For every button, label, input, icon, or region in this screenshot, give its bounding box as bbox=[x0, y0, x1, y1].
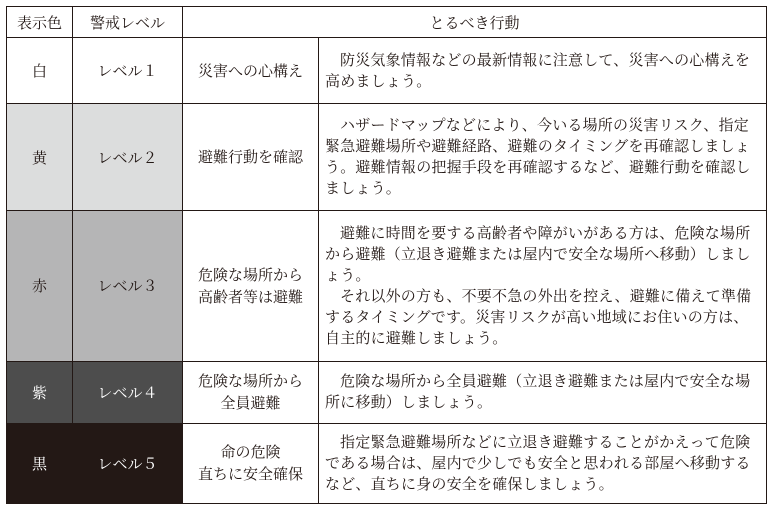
summary-cell bbox=[183, 38, 319, 104]
summary-text: 危険な場所から 高齢者等は避難 bbox=[197, 265, 303, 306]
action-cell bbox=[319, 210, 767, 361]
header-row bbox=[7, 7, 767, 38]
level-cell: レベル４ bbox=[73, 361, 183, 423]
summary-cell bbox=[183, 210, 319, 361]
action-text: 避難に時間を要する高齢者や障がいがある方は、危険な場所から避難（立退き避難または屋内で安全な場所へ移動）しましょう。 bbox=[325, 223, 751, 284]
header-action: とるべき行動 bbox=[183, 7, 767, 38]
level-cell: レベル３ bbox=[73, 210, 183, 361]
header-color: 表示色 bbox=[7, 7, 73, 38]
level-cell: レベル５ bbox=[73, 423, 183, 503]
alert-level-table bbox=[6, 6, 767, 504]
level-cell: レベル２ bbox=[73, 104, 183, 211]
summary-cell bbox=[183, 361, 319, 423]
color-cell: 白 bbox=[7, 38, 73, 104]
action-cell bbox=[319, 361, 767, 423]
action-text: 指定緊急避難場所などに立退き避難することがかえって危険である場合は、屋内で少しでも安全と思われる部屋へ移動するなど、直ちに身の安全を確保しましょう。 bbox=[325, 432, 751, 493]
header-level: 警戒レベル bbox=[73, 7, 183, 38]
action-text: 防災気象情報などの最新情報に注意して、災害への心構えを高めましょう。 bbox=[325, 50, 751, 90]
action-text: 危険な場所から全員避難（立退き避難または屋内で安全な場所に移動）しましょう。 bbox=[325, 372, 751, 412]
table-row bbox=[7, 361, 767, 423]
color-cell: 黒 bbox=[7, 423, 73, 503]
summary-text: 災害への心構え bbox=[197, 61, 303, 80]
summary-cell bbox=[183, 423, 319, 503]
action-text: それ以外の方も、不要不急の外出を控え、避難に備えて準備するタイミングです。災害リスクが高い地域にお住いの方は、自主的に避難しましょう。 bbox=[325, 286, 752, 347]
color-cell: 紫 bbox=[7, 361, 73, 423]
action-cell bbox=[319, 104, 767, 211]
color-cell: 黄 bbox=[7, 104, 73, 211]
table-row bbox=[7, 423, 767, 503]
level-cell: レベル１ bbox=[73, 38, 183, 104]
table-row bbox=[7, 38, 767, 104]
summary-text: 命の危険 直ちに安全確保 bbox=[197, 443, 303, 484]
summary-text: 避難行動を確認 bbox=[197, 148, 303, 167]
summary-text: 危険な場所から 全員避難 bbox=[197, 372, 303, 413]
table-row bbox=[7, 210, 767, 361]
action-text: ハザードマップなどにより、今いる場所の災害リスク、指定緊急避難場所や避難経路、避難のタイミングを再確認しましょう。避難情報の把握手段を再確認するなど、避難行動を確認しましょう。 bbox=[325, 116, 751, 198]
summary-cell bbox=[183, 104, 319, 211]
action-cell bbox=[319, 38, 767, 104]
table-row bbox=[7, 104, 767, 211]
color-cell: 赤 bbox=[7, 210, 73, 361]
action-cell bbox=[319, 423, 767, 503]
